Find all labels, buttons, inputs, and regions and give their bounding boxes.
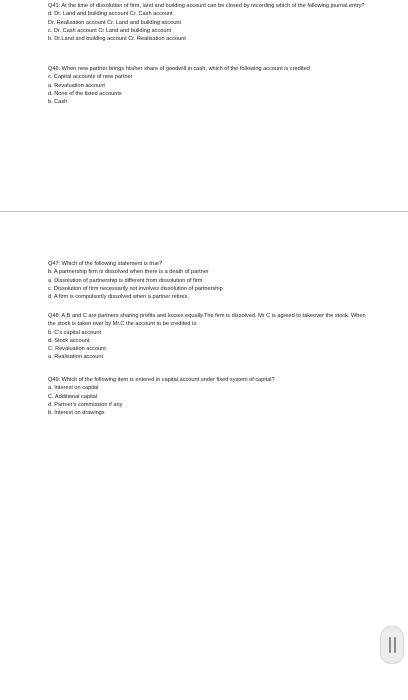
question-49-stem: Q49: Which of the following item is entered in capital account under fixed system of capital?	[48, 377, 275, 383]
question-41-option-3: c. Dr. Cash account Cr Land and building account	[48, 27, 172, 34]
question-46-stem: Q46: When new partner brings his/her share of goodwill in cash, which of the following account is credited	[48, 66, 310, 72]
question-48-option-1: b. C's capital account	[48, 329, 101, 336]
question-48-stem: Q48: A,B and C are partners sharing profits and losses equally.The firm is dissolved. Mr C is agreed to takeover the stock. When the stock is taken over by Mr.C the account to be credited is:	[48, 313, 366, 328]
pause-bar-right	[394, 637, 396, 653]
question-47-option-2: a. Dissolution of partnership is different from dissolution of firm	[48, 277, 203, 284]
question-46-option-3: d. None of the listed accounts	[48, 90, 122, 97]
question-46-option-1: c. Capital accounts of new partner	[48, 74, 133, 81]
question-47-stem: Q47: Which of the following statement is true?	[48, 261, 163, 267]
question-47-option-3: c. Dissolution of firm necessarily not involves dissolution of partnership	[48, 285, 223, 292]
question-46-option-4: b. Cash	[48, 99, 68, 106]
question-49-option-1: a. Interest on capital	[48, 385, 99, 392]
page-1	[0, 0, 408, 211]
question-48	[48, 312, 368, 362]
question-49-option-3: d. Partner's commission if any	[48, 401, 123, 408]
question-41-option-1: d. Dr. Land and building account Cr. Cash account	[48, 11, 173, 18]
question-49-option-4: b. Interest on drawings	[48, 410, 105, 417]
question-41-stem: Q41: At the time of dissolution of firm, land and building account can be closed by recording which of the following journal entry?	[48, 3, 365, 9]
question-49-option-2: C. Additional capital	[48, 393, 98, 400]
page-2	[0, 212, 408, 700]
question-41-option-4: b. Dr.Land and building account Cr. Realisation account	[48, 36, 186, 43]
question-46-option-2: a. Revaluation account	[48, 82, 105, 89]
question-48-option-4: a. Realisation account	[48, 354, 104, 361]
question-47-option-4: d. A firm is compulsorily dissolved when a partner retires.	[48, 294, 189, 301]
question-47-option-1: b. A partnership firm is dissolved when there is a death of partner	[48, 269, 209, 276]
question-41-option-2: Dr. Realisation account Cr. Land and building account	[48, 19, 182, 26]
question-49	[48, 376, 368, 417]
question-46	[48, 65, 368, 106]
pause-bar-left	[389, 637, 391, 653]
pause-bars-icon[interactable]	[380, 626, 404, 664]
question-48-option-2: d. Stock account	[48, 337, 90, 344]
question-47	[48, 260, 368, 301]
question-41	[48, 2, 368, 43]
question-48-option-3: C. Revaluation account	[48, 346, 106, 353]
